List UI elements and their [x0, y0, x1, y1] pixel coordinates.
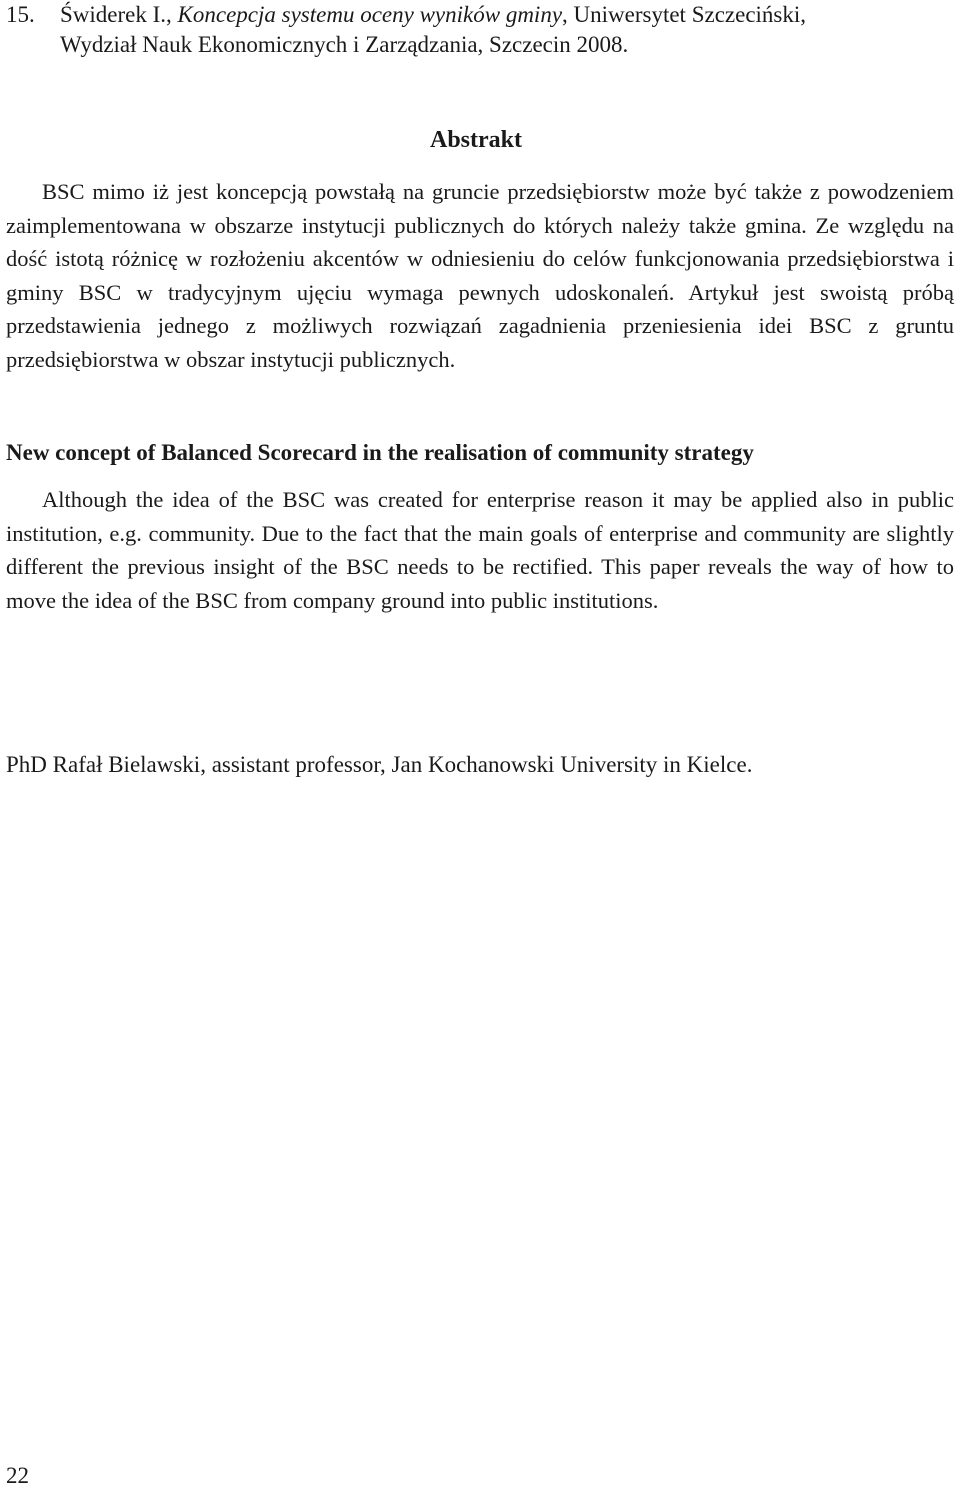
abstract-heading: Abstrakt	[429, 127, 522, 153]
document-page	[6, 0, 954, 1490]
reference-title: Koncepcja systemu oceny wyników gminy	[177, 2, 563, 27]
abstract-pl-text: BSC mimo iż jest koncepcją powstałą na gruncie przedsiębiorstw może być także z powodzeniem zaimplementowana w obszarze instytucji publicznych do których należy także gmina. Ze względu na dość istotą różnicę w rozłożeniu akcentów w odniesieniu do celów funkcjonowania przedsiębiorstwa i gminy BSC w tradycyjnym ujęciu wymaga pewnych udoskonaleń. Artykuł jest swoistą próbą przedstawienia jednego z możliwych rozwiązań zagadnienia przeniesienia idei BSC z gruntu przedsiębiorstwa w obszar instytucji publicznych.	[6, 179, 954, 372]
reference-publisher: , Uniwersytet Szczeciński,	[562, 2, 807, 27]
reference-number: 15.	[6, 2, 35, 27]
reference-entry	[6, 0, 954, 60]
abstract-en-text: Although the idea of the BSC was created for enterprise reason it may be applied also in public institution, e.g. community. Due to the fact that the main goals of enterprise and community are slightly different the previous insight of the BSC needs to be rectified. This paper reveals the way of how to move the idea of the BSC from company ground into public institutions.	[6, 487, 954, 613]
english-abstract-heading: New concept of Balanced Scorecard in the realisation of community strategy	[6, 440, 754, 465]
page-number: 22	[6, 1463, 29, 1488]
author-note: PhD Rafał Bielawski, assistant professor, Jan Kochanowski University in Kielce.	[6, 752, 753, 777]
reference-author: Świderek I.,	[60, 2, 178, 27]
reference-publisher-line2: Wydział Nauk Ekonomicznych i Zarządzania, Szczecin 2008.	[60, 32, 629, 57]
